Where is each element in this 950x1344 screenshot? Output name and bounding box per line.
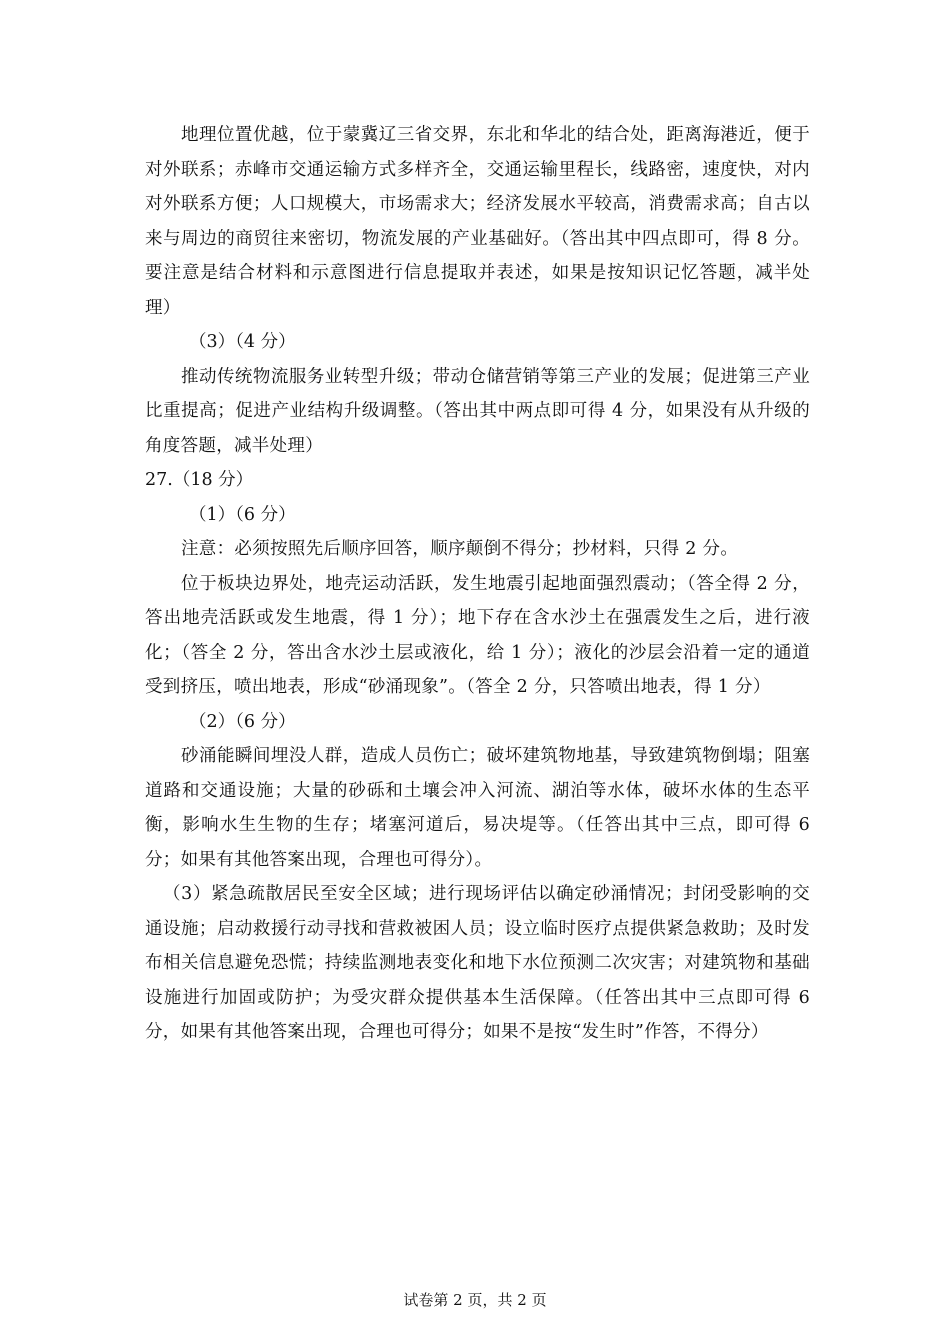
q27-2-label: （2）（6 分） [189, 711, 296, 732]
answer-content [145, 118, 810, 1050]
page-footer: 试卷第 2 页，共 2 页 [403, 1291, 547, 1309]
q27-1-answer: 位于板块边界处，地壳运动活跃，发生地震引起地面强烈震动；（答全得 2 分，答出地壳活跃或发生地震，得 1 分）；地下存在含水沙土在强震发生之后，进行液化；（答全 2 分，答出含水沙土层或液化，给 1 分）；液化的沙层会沿着一定的通道受到挤压，喷出地表，形成“砂涌现象”。（答全 2 分，只答喷出地表，得 1 分） [145, 573, 810, 697]
q26-3-answer: 推动传统物流服务业转型升级；带动仓储营销等第三产业的发展；促进第三产业比重提高；促进产业结构升级调整。（答出其中两点即可得 4 分，如果没有从升级的角度答题，减半处理） [145, 366, 810, 456]
q27-1-note: 注意：必须按照先后顺序回答，顺序颠倒不得分；抄材料，只得 2 分。 [181, 539, 739, 559]
q27-3-answer: （3）紧急疏散居民至安全区域；进行现场评估以确定砂涌情况；封闭受影响的交通设施；启动救援行动寻找和营救被困人员；设立临时医疗点提供紧急救助；及时发布相关信息避免恐慌；持续监测地表变化和地下水位预测二次灾害；对建筑物和基础设施进行加固或防护；为受灾群众提供基本生活保障。（任答出其中三点即可得 6 分，如果有其他答案出现，合理也可得分；如果不是按“发生时”作答，不得分） [145, 884, 810, 1042]
q26-3-label: （3）（4 分） [189, 332, 296, 352]
q27-1-label: （1）（6 分） [189, 504, 296, 525]
q26-2-answer: 地理位置优越，位于蒙冀辽三省交界，东北和华北的结合处，距离海港近，便于对外联系；赤峰市交通运输方式多样齐全，交通运输里程长，线路密，速度快，对内对外联系方便；人口规模大，市场需求大；经济发展水平较高，消费需求高；自古以来与周边的商贸往来密切，物流发展的产业基础好。（答出其中四点即可，得 8 分。要注意是结合材料和示意图进行信息提取并表述，如果是按知识记忆答题，减半处理） [145, 125, 810, 318]
q27-label: 27.（18 分） [145, 470, 254, 490]
q27-2-answer: 砂涌能瞬间埋没人群，造成人员伤亡；破坏建筑物地基，导致建筑物倒塌；阻塞道路和交通设施；大量的砂砾和土壤会冲入河流、湖泊等水体，破坏水体的生态平衡，影响水生生物的生存；堵塞河道后，易决堤等。（任答出其中三点，即可得 6 分；如果有其他答案出现，合理也可得分）。 [145, 746, 810, 870]
